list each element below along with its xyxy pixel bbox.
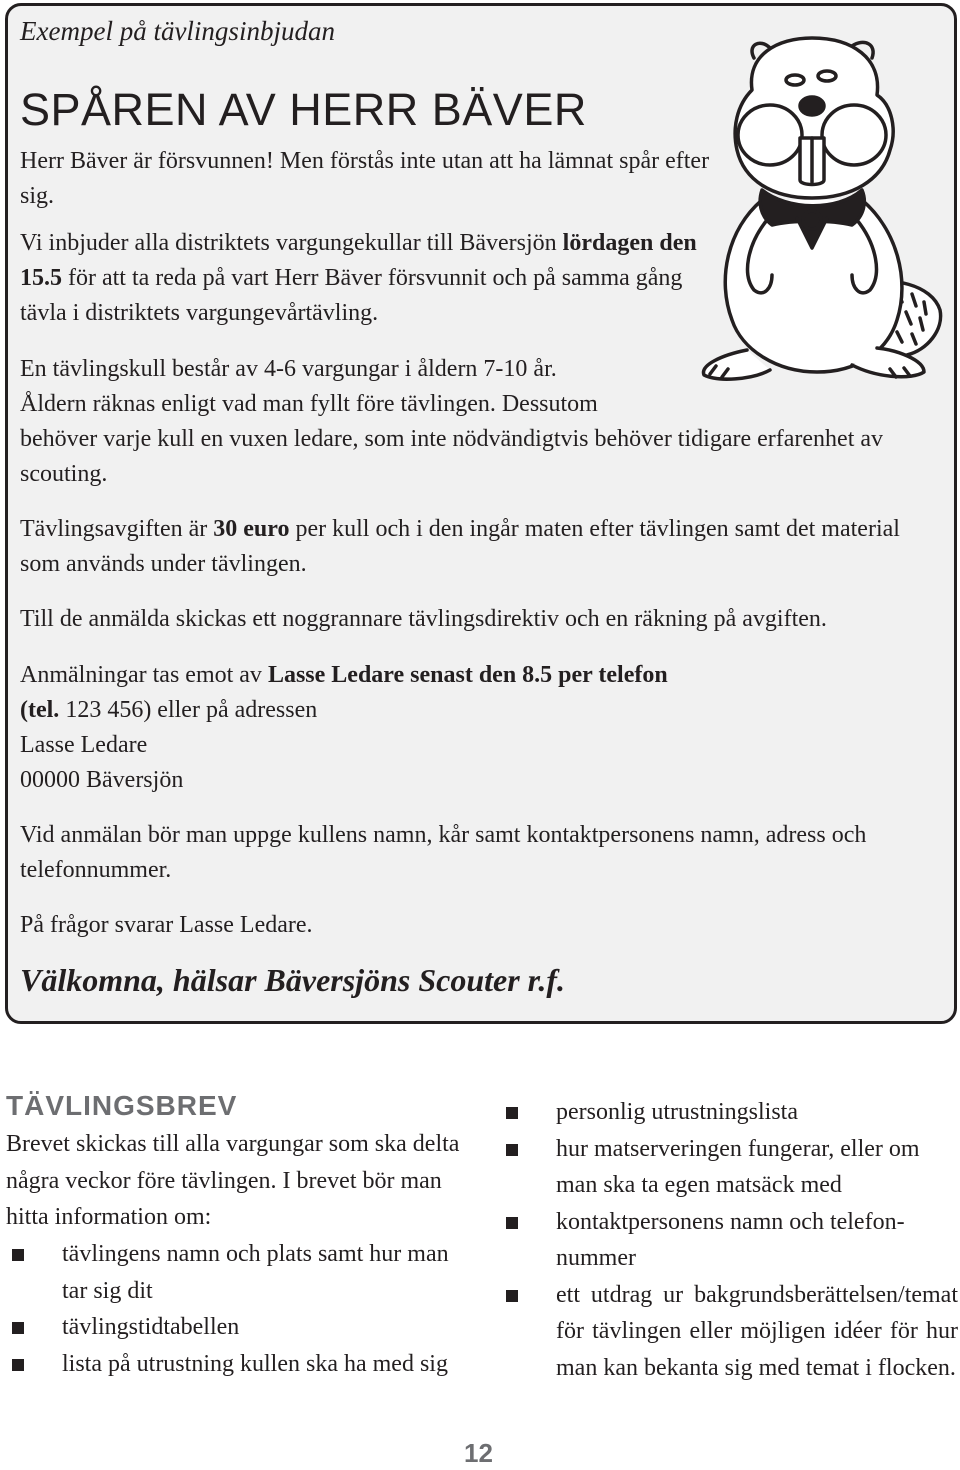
beaver-illustration — [692, 20, 947, 385]
list-item: ett utdrag ur bakgrundsberättelsen/temat för tävlingen eller möjligen idéer för hur man kan bekanta sig med temat i flocken. — [500, 1277, 958, 1387]
letter-info-list-right — [500, 1094, 958, 1386]
bullet-square-icon — [506, 1144, 518, 1156]
list-item: tävlingstidtabellen — [6, 1309, 476, 1346]
list-item: hur matserveringen fungerar, eller om man ska ta egen matsäck med — [500, 1131, 958, 1204]
letter-section-heading: TÄVLINGSBREV — [6, 1090, 238, 1121]
bullet-square-icon — [12, 1322, 24, 1334]
closing-greeting: Välkomna, hälsar Bäversjöns Scouter r.f. — [20, 962, 565, 998]
list-item: kontaktpersonens namn och telefon-nummer — [500, 1204, 958, 1277]
bullet-square-icon — [12, 1249, 24, 1261]
bullet-square-icon — [506, 1290, 518, 1302]
team-paragraph: En tävlingskull består av 4-6 vargungar i åldern 7-10 år. Åldern räknas enligt vad man fyllt före tävlingen. Dessutom behöver varje kull en vuxen ledare, som inte nödvändigtvis behöver tidigare erfarenhet av scouting. — [20, 356, 884, 487]
fee-paragraph: Tävlingsavgiften är 30 euro per kull och i den ingår maten efter tävlingen samt det material som används under tävlingen. — [20, 516, 900, 577]
intro-paragraph: Herr Bäver är försvunnen! Men förstås inte utan att ha lämnat spår efter sig. — [20, 148, 710, 209]
registration-info-paragraph: Vid anmälan bör man uppge kullens namn, kår samt kontaktpersonens namn, adress och telefonnummer. — [20, 822, 867, 883]
letter-intro-paragraph: Brevet skickas till alla vargungar som ska delta några veckor före tävlingen. I brevet bör man hitta information om: — [6, 1131, 460, 1230]
bullet-square-icon — [12, 1359, 24, 1371]
letter-info-list-left — [6, 1236, 476, 1382]
invitation-title: SPÅREN AV HERR BÄVER — [20, 84, 587, 135]
example-label: Exempel på tävlingsinbjudan — [20, 16, 335, 46]
invitation-paragraph: Vi inbjuder alla distriktets vargungekullar till Bäversjön lördagen den 15.5 för att ta reda på vart Herr Bäver försvunnit och på samma gång tävla i distriktets vargungevårtävling. — [20, 230, 697, 326]
list-item: lista på utrustning kullen ska ha med sig — [6, 1346, 476, 1383]
questions-paragraph: På frågor svarar Lasse Ledare. — [20, 912, 313, 938]
registration-paragraph: Anmälningar tas emot av Lasse Ledare senast den 8.5 per telefon (tel. 123 456) eller på adressen Lasse Ledare 00000 Bäversjön — [20, 662, 668, 793]
bullet-square-icon — [506, 1217, 518, 1229]
bullet-square-icon — [506, 1107, 518, 1119]
page-number: 12 — [464, 1438, 493, 1468]
list-item: tävlingens namn och plats samt hur man tar sig dit — [6, 1236, 476, 1309]
list-item: personlig utrustningslista — [500, 1094, 958, 1131]
directive-paragraph: Till de anmälda skickas ett noggrannare tävlingsdirektiv och en räkning på avgiften. — [20, 606, 827, 632]
